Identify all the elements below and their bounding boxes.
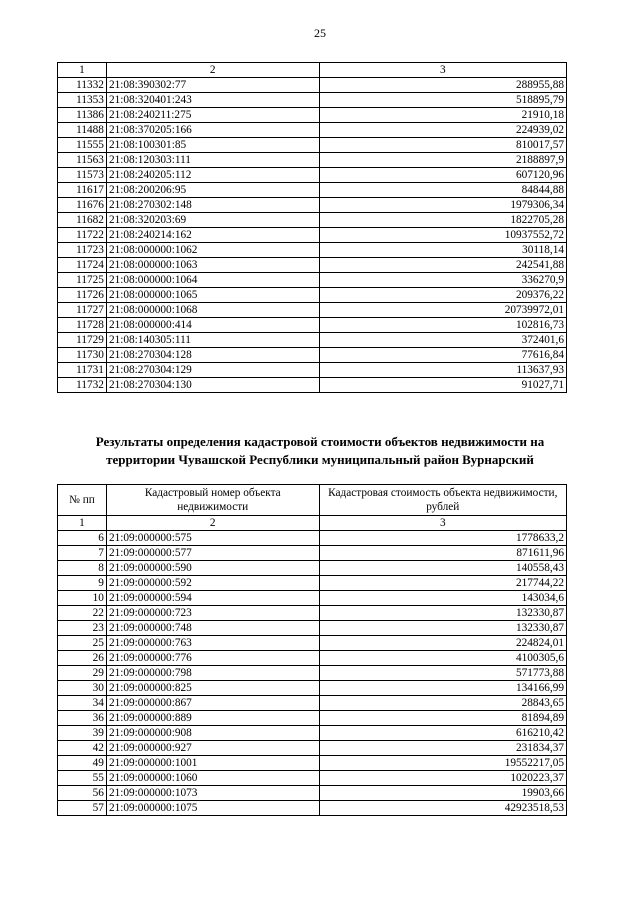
cadastral-value: 140558,43 bbox=[319, 561, 566, 576]
cadastral-value: 132330,87 bbox=[319, 606, 566, 621]
cadastral-value: 209376,22 bbox=[319, 288, 566, 303]
cadastral-number: 21:08:000000:1068 bbox=[106, 303, 319, 318]
table-row bbox=[58, 591, 567, 606]
cadastral-number: 21:08:240214:162 bbox=[106, 228, 319, 243]
table-row bbox=[58, 228, 567, 243]
table-row bbox=[58, 198, 567, 213]
row-number: 30 bbox=[58, 681, 107, 696]
cadastral-value: 21910,18 bbox=[319, 108, 566, 123]
table-row bbox=[58, 348, 567, 363]
row-number: 10 bbox=[58, 591, 107, 606]
table-body bbox=[58, 531, 567, 816]
section-heading-line-2: территории Чувашской Республики муниципальный район Вурнарский bbox=[106, 452, 534, 467]
cadastral-number: 21:09:000000:592 bbox=[106, 576, 319, 591]
cadastral-value: 19903,66 bbox=[319, 786, 566, 801]
table-row bbox=[58, 168, 567, 183]
row-number: 11728 bbox=[58, 318, 107, 333]
cadastral-value: 10937552,72 bbox=[319, 228, 566, 243]
cadastral-value: 28843,65 bbox=[319, 696, 566, 711]
cadastral-number: 21:08:240211:275 bbox=[106, 108, 319, 123]
table-row bbox=[58, 288, 567, 303]
cadastral-value: 30118,14 bbox=[319, 243, 566, 258]
table-row bbox=[58, 138, 567, 153]
cadastral-number: 21:09:000000:1060 bbox=[106, 771, 319, 786]
header-number: № пп bbox=[58, 485, 107, 516]
cadastral-number: 21:08:000000:1062 bbox=[106, 243, 319, 258]
row-number: 29 bbox=[58, 666, 107, 681]
cadastral-value: 102816,73 bbox=[319, 318, 566, 333]
column-number-row bbox=[58, 63, 567, 78]
cadastral-number: 21:09:000000:577 bbox=[106, 546, 319, 561]
header-row bbox=[58, 485, 567, 516]
row-number: 11723 bbox=[58, 243, 107, 258]
cadastral-value: 132330,87 bbox=[319, 621, 566, 636]
cadastral-value: 4100305,6 bbox=[319, 651, 566, 666]
table-row bbox=[58, 696, 567, 711]
table-row bbox=[58, 741, 567, 756]
table-row bbox=[58, 726, 567, 741]
row-number: 25 bbox=[58, 636, 107, 651]
cadastral-value: 607120,96 bbox=[319, 168, 566, 183]
cadastral-number: 21:08:000000:414 bbox=[106, 318, 319, 333]
table-row bbox=[58, 771, 567, 786]
cadastral-number: 21:09:000000:723 bbox=[106, 606, 319, 621]
table-row bbox=[58, 756, 567, 771]
page-number: 25 bbox=[314, 26, 326, 40]
column-number-2: 2 bbox=[106, 63, 319, 78]
row-number: 11617 bbox=[58, 183, 107, 198]
cadastral-value: 91027,71 bbox=[319, 378, 566, 393]
cadastral-value: 217744,22 bbox=[319, 576, 566, 591]
cadastral-number: 21:08:140305:111 bbox=[106, 333, 319, 348]
table-row bbox=[58, 606, 567, 621]
table-row bbox=[58, 711, 567, 726]
row-number: 7 bbox=[58, 546, 107, 561]
row-number: 11573 bbox=[58, 168, 107, 183]
cadastral-value: 336270,9 bbox=[319, 273, 566, 288]
cadastral-number: 21:09:000000:798 bbox=[106, 666, 319, 681]
row-number: 11563 bbox=[58, 153, 107, 168]
cadastral-number: 21:09:000000:927 bbox=[106, 741, 319, 756]
cadastral-number: 21:09:000000:908 bbox=[106, 726, 319, 741]
table-row bbox=[58, 123, 567, 138]
cadastral-number: 21:08:000000:1063 bbox=[106, 258, 319, 273]
row-number: 6 bbox=[58, 531, 107, 546]
table-row bbox=[58, 78, 567, 93]
cadastral-value: 518895,79 bbox=[319, 93, 566, 108]
table-row bbox=[58, 651, 567, 666]
cadastral-number: 21:09:000000:594 bbox=[106, 591, 319, 606]
row-number: 11386 bbox=[58, 108, 107, 123]
table-row bbox=[58, 681, 567, 696]
header-cadastral-number: Кадастровый номер объекта недвижимости bbox=[106, 485, 319, 516]
table-row bbox=[58, 561, 567, 576]
column-number-3: 3 bbox=[319, 516, 566, 531]
row-number: 11353 bbox=[58, 93, 107, 108]
table-row bbox=[58, 93, 567, 108]
row-number: 42 bbox=[58, 741, 107, 756]
cadastral-value: 231834,37 bbox=[319, 741, 566, 756]
cadastral-number: 21:09:000000:776 bbox=[106, 651, 319, 666]
row-number: 11555 bbox=[58, 138, 107, 153]
row-number: 26 bbox=[58, 651, 107, 666]
cadastral-number: 21:09:000000:748 bbox=[106, 621, 319, 636]
row-number: 11732 bbox=[58, 378, 107, 393]
row-number: 11722 bbox=[58, 228, 107, 243]
section-heading-line-1: Результаты определения кадастровой стоимости объектов недвижимости на bbox=[95, 434, 545, 449]
table-row bbox=[58, 183, 567, 198]
cadastral-value: 42923518,53 bbox=[319, 801, 566, 816]
row-number: 39 bbox=[58, 726, 107, 741]
row-number: 49 bbox=[58, 756, 107, 771]
section-heading bbox=[40, 433, 600, 469]
cadastral-number: 21:09:000000:1001 bbox=[106, 756, 319, 771]
cadastral-number: 21:09:000000:763 bbox=[106, 636, 319, 651]
table-row bbox=[58, 531, 567, 546]
cadastral-value: 2188897,9 bbox=[319, 153, 566, 168]
row-number: 11726 bbox=[58, 288, 107, 303]
cadastral-value: 1020223,37 bbox=[319, 771, 566, 786]
cadastral-number: 21:08:240205:112 bbox=[106, 168, 319, 183]
cadastral-value: 19552217,05 bbox=[319, 756, 566, 771]
row-number: 56 bbox=[58, 786, 107, 801]
row-number: 11730 bbox=[58, 348, 107, 363]
row-number: 11725 bbox=[58, 273, 107, 288]
row-number: 11676 bbox=[58, 198, 107, 213]
table-row bbox=[58, 621, 567, 636]
cadastral-value: 143034,6 bbox=[319, 591, 566, 606]
cadastral-number: 21:09:000000:575 bbox=[106, 531, 319, 546]
cadastral-value: 288955,88 bbox=[319, 78, 566, 93]
row-number: 11682 bbox=[58, 213, 107, 228]
cadastral-number: 21:09:000000:889 bbox=[106, 711, 319, 726]
header-cadastral-value: Кадастровая стоимость объекта недвижимости, рублей bbox=[319, 485, 566, 516]
table-row bbox=[58, 108, 567, 123]
table-row bbox=[58, 636, 567, 651]
cadastral-number: 21:08:270304:130 bbox=[106, 378, 319, 393]
cadastral-number: 21:08:320203:69 bbox=[106, 213, 319, 228]
cadastral-value: 224939,02 bbox=[319, 123, 566, 138]
cadastral-value: 571773,88 bbox=[319, 666, 566, 681]
table-row bbox=[58, 363, 567, 378]
cadastral-number: 21:09:000000:1075 bbox=[106, 801, 319, 816]
cadastral-value: 810017,57 bbox=[319, 138, 566, 153]
cadastral-value: 134166,99 bbox=[319, 681, 566, 696]
table-row bbox=[58, 153, 567, 168]
table-row bbox=[58, 666, 567, 681]
cadastral-value: 81894,89 bbox=[319, 711, 566, 726]
cadastral-number: 21:08:270302:148 bbox=[106, 198, 319, 213]
cadastral-value: 113637,93 bbox=[319, 363, 566, 378]
cadastral-number: 21:08:120303:111 bbox=[106, 153, 319, 168]
cadastral-number: 21:08:320401:243 bbox=[106, 93, 319, 108]
table-row bbox=[58, 801, 567, 816]
table-row bbox=[58, 243, 567, 258]
cadastral-value-table-continued bbox=[57, 62, 567, 393]
cadastral-number: 21:09:000000:867 bbox=[106, 696, 319, 711]
row-number: 11729 bbox=[58, 333, 107, 348]
table-row bbox=[58, 213, 567, 228]
cadastral-number: 21:09:000000:825 bbox=[106, 681, 319, 696]
cadastral-value: 372401,6 bbox=[319, 333, 566, 348]
table-row bbox=[58, 273, 567, 288]
cadastral-value: 224824,01 bbox=[319, 636, 566, 651]
row-number: 9 bbox=[58, 576, 107, 591]
column-number-1: 1 bbox=[58, 516, 107, 531]
cadastral-value: 84844,88 bbox=[319, 183, 566, 198]
cadastral-value: 77616,84 bbox=[319, 348, 566, 363]
cadastral-number: 21:09:000000:1073 bbox=[106, 786, 319, 801]
cadastral-value: 871611,96 bbox=[319, 546, 566, 561]
table-row bbox=[58, 303, 567, 318]
row-number: 55 bbox=[58, 771, 107, 786]
table-row bbox=[58, 576, 567, 591]
table-row bbox=[58, 546, 567, 561]
column-number-2: 2 bbox=[106, 516, 319, 531]
cadastral-value: 1778633,2 bbox=[319, 531, 566, 546]
table-row bbox=[58, 333, 567, 348]
table-row bbox=[58, 258, 567, 273]
cadastral-value: 1979306,34 bbox=[319, 198, 566, 213]
row-number: 11724 bbox=[58, 258, 107, 273]
row-number: 36 bbox=[58, 711, 107, 726]
row-number: 34 bbox=[58, 696, 107, 711]
row-number: 11731 bbox=[58, 363, 107, 378]
row-number: 8 bbox=[58, 561, 107, 576]
row-number: 22 bbox=[58, 606, 107, 621]
table-row bbox=[58, 318, 567, 333]
cadastral-number: 21:08:100301:85 bbox=[106, 138, 319, 153]
cadastral-number: 21:08:390302:77 bbox=[106, 78, 319, 93]
column-number-3: 3 bbox=[319, 63, 566, 78]
row-number: 11488 bbox=[58, 123, 107, 138]
cadastral-number: 21:08:270304:128 bbox=[106, 348, 319, 363]
row-number: 11332 bbox=[58, 78, 107, 93]
cadastral-number: 21:08:370205:166 bbox=[106, 123, 319, 138]
cadastral-number: 21:08:000000:1064 bbox=[106, 273, 319, 288]
column-number-row bbox=[58, 516, 567, 531]
table-row bbox=[58, 786, 567, 801]
cadastral-value-table-vurnarsky bbox=[57, 484, 567, 816]
cadastral-value: 242541,88 bbox=[319, 258, 566, 273]
table-row bbox=[58, 378, 567, 393]
row-number: 11727 bbox=[58, 303, 107, 318]
row-number: 57 bbox=[58, 801, 107, 816]
column-number-1: 1 bbox=[58, 63, 107, 78]
row-number: 23 bbox=[58, 621, 107, 636]
table-body bbox=[58, 78, 567, 393]
cadastral-number: 21:08:000000:1065 bbox=[106, 288, 319, 303]
cadastral-number: 21:08:200206:95 bbox=[106, 183, 319, 198]
cadastral-number: 21:09:000000:590 bbox=[106, 561, 319, 576]
cadastral-number: 21:08:270304:129 bbox=[106, 363, 319, 378]
cadastral-value: 20739972,01 bbox=[319, 303, 566, 318]
cadastral-value: 616210,42 bbox=[319, 726, 566, 741]
cadastral-value: 1822705,28 bbox=[319, 213, 566, 228]
